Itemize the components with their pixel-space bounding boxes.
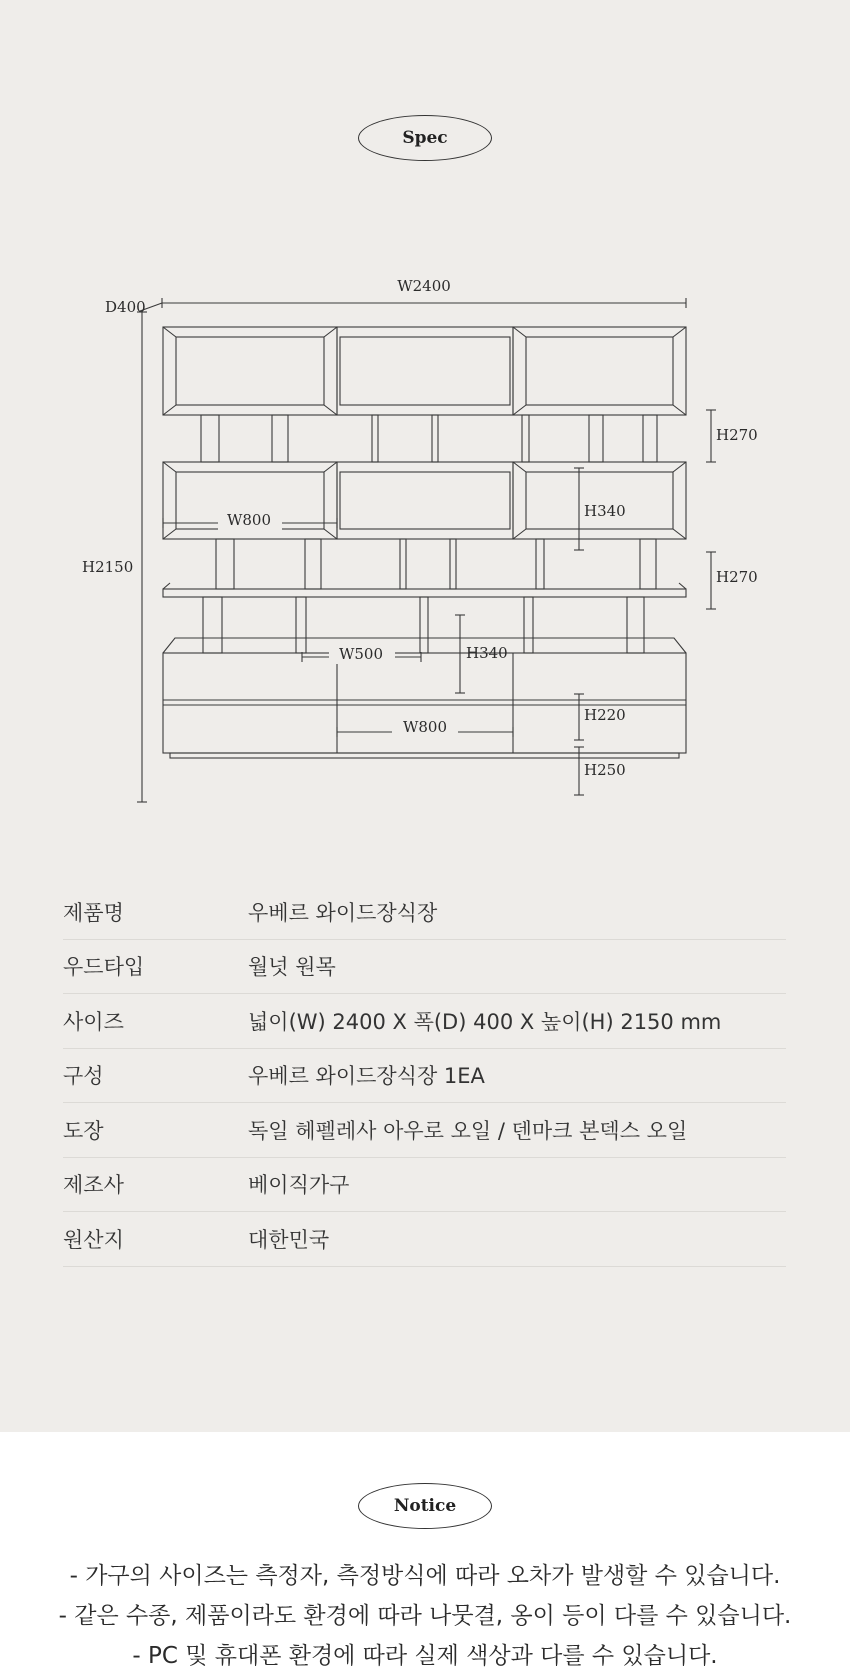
label-width-total: W2400 xyxy=(397,277,451,295)
shelf-dimension-diagram xyxy=(0,260,850,820)
spec-table xyxy=(63,885,786,1267)
notice-title-badge xyxy=(358,1483,492,1529)
open-shelf-plate xyxy=(163,589,686,597)
spec-row-product-name xyxy=(63,885,786,940)
label-box-width: W800 xyxy=(226,511,272,529)
spec-row-finish xyxy=(63,1103,786,1158)
notice-title: Notice xyxy=(393,1496,457,1516)
spec-key: 우드타입 xyxy=(63,955,145,980)
spec-key: 구성 xyxy=(63,1064,104,1089)
base-cabinet xyxy=(163,638,686,758)
spec-value: 우베르 와이드장식장 xyxy=(248,900,438,925)
upper-uprights xyxy=(201,415,657,462)
label-drawer-top-height: H220 xyxy=(584,706,626,724)
spec-value: 독일 헤펠레사 아우로 오일 / 덴마크 본덱스 오일 xyxy=(248,1118,688,1143)
spec-title-badge xyxy=(358,115,492,161)
spec-key: 원산지 xyxy=(63,1227,124,1252)
label-gap-top: H270 xyxy=(716,426,758,444)
spec-value: 우베르 와이드장식장 1EA xyxy=(248,1064,485,1089)
spec-key: 사이즈 xyxy=(63,1009,124,1034)
spec-row-composition xyxy=(63,1049,786,1104)
label-drawer-width: W800 xyxy=(402,718,448,736)
label-height-total: H2150 xyxy=(82,558,134,576)
label-open-width: W500 xyxy=(338,645,384,663)
label-box-height: H340 xyxy=(584,502,626,520)
spec-key: 제조사 xyxy=(63,1173,124,1198)
spec-row-wood-type xyxy=(63,940,786,995)
spec-row-size xyxy=(63,994,786,1049)
spec-row-origin xyxy=(63,1212,786,1267)
label-gap-mid: H270 xyxy=(716,568,758,586)
spec-key: 도장 xyxy=(63,1118,104,1143)
shelf-drawing xyxy=(0,260,850,820)
spec-value: 대한민국 xyxy=(248,1227,330,1252)
spec-row-manufacturer xyxy=(63,1158,786,1213)
spec-value: 넓이(W) 2400 X 폭(D) 400 X 높이(H) 2150 mm xyxy=(248,1009,722,1034)
notice-line: - 가구의 사이즈는 측정자, 측정방식에 따라 오차가 발생할 수 있습니다. xyxy=(69,1563,781,1589)
spec-value: 월넛 원목 xyxy=(248,955,336,980)
label-drawer-bottom-height: H250 xyxy=(584,761,626,779)
lower-uprights xyxy=(203,597,644,653)
label-open-height: H340 xyxy=(466,644,508,662)
top-box-row xyxy=(163,327,686,415)
notice-list xyxy=(0,1556,850,1676)
spec-title: Spec xyxy=(402,128,448,148)
notice-line: - 같은 수종, 제품이라도 환경에 따라 나뭇결, 옹이 등이 다를 수 있습니다. xyxy=(58,1603,792,1629)
label-depth: D400 xyxy=(105,298,146,316)
spec-value: 베이직가구 xyxy=(248,1173,350,1198)
middle-uprights xyxy=(216,539,656,589)
spec-key: 제품명 xyxy=(63,900,124,925)
notice-line: - PC 및 휴대폰 환경에 따라 실제 색상과 다를 수 있습니다. xyxy=(132,1643,718,1669)
